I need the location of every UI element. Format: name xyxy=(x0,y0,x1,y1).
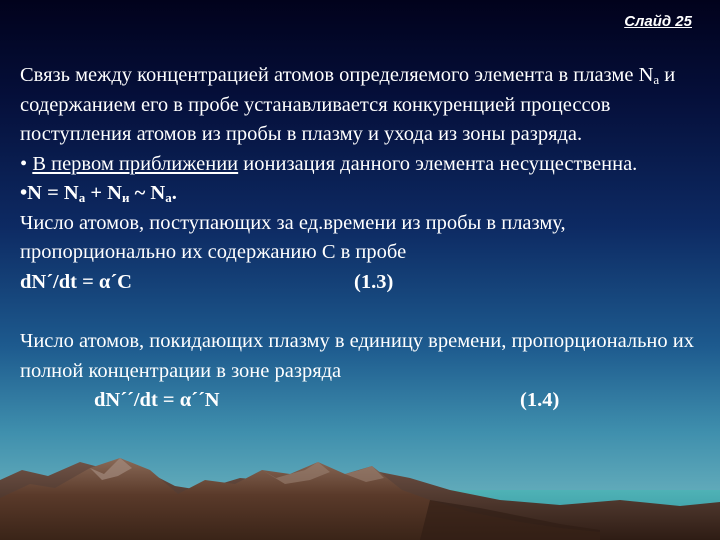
approximation-text: ионизация данного элемента несущественна. xyxy=(238,152,638,175)
subscript-a: а xyxy=(653,72,660,87)
formula-1-3-label: (1.3) xyxy=(354,270,394,293)
intro-text-1: Связь между концентрацией атомов определяемого элемента в плазме N xyxy=(20,64,654,86)
equation-part: . xyxy=(171,182,177,204)
subscript-a: а xyxy=(165,190,172,205)
subscript-a: а xyxy=(78,190,86,205)
bullet: • xyxy=(20,152,33,175)
approximation-underlined: В первом приближении xyxy=(32,152,239,175)
formula-1-3 xyxy=(20,268,710,298)
intro-text-2: и содержанием его в пробе устанавливается конкуренцией процессов поступления атомов из пробы в плазму и ухода из зоны разряда. xyxy=(20,64,676,145)
formula-1-3-expression: dN´/dt = α´C xyxy=(20,270,132,293)
slide-number: Слайд 25 xyxy=(624,13,692,30)
spacer xyxy=(20,297,710,327)
intro-paragraph xyxy=(20,61,710,150)
formula-1-4-expression: dN´´/dt = α´´N xyxy=(94,389,220,411)
slide-body xyxy=(20,61,710,416)
equation-part: + N xyxy=(85,182,122,204)
equation-sum xyxy=(20,179,710,209)
formula-1-4-label: (1.4) xyxy=(520,389,560,411)
subscript-i: и xyxy=(121,190,130,205)
approximation-paragraph xyxy=(20,150,710,180)
equation-part: •N = N xyxy=(20,182,79,204)
inflow-text: Число атомов, поступающих за ед.времени из пробы в плазму, пропорционально их содержанию С в пробе xyxy=(20,211,566,263)
formula-1-4 xyxy=(20,386,710,416)
equation-part: ~ N xyxy=(129,182,166,204)
outflow-text: Число атомов, покидающих плазму в единицу времени, пропорционально их полной концентрации в зоне разряда xyxy=(20,330,694,382)
